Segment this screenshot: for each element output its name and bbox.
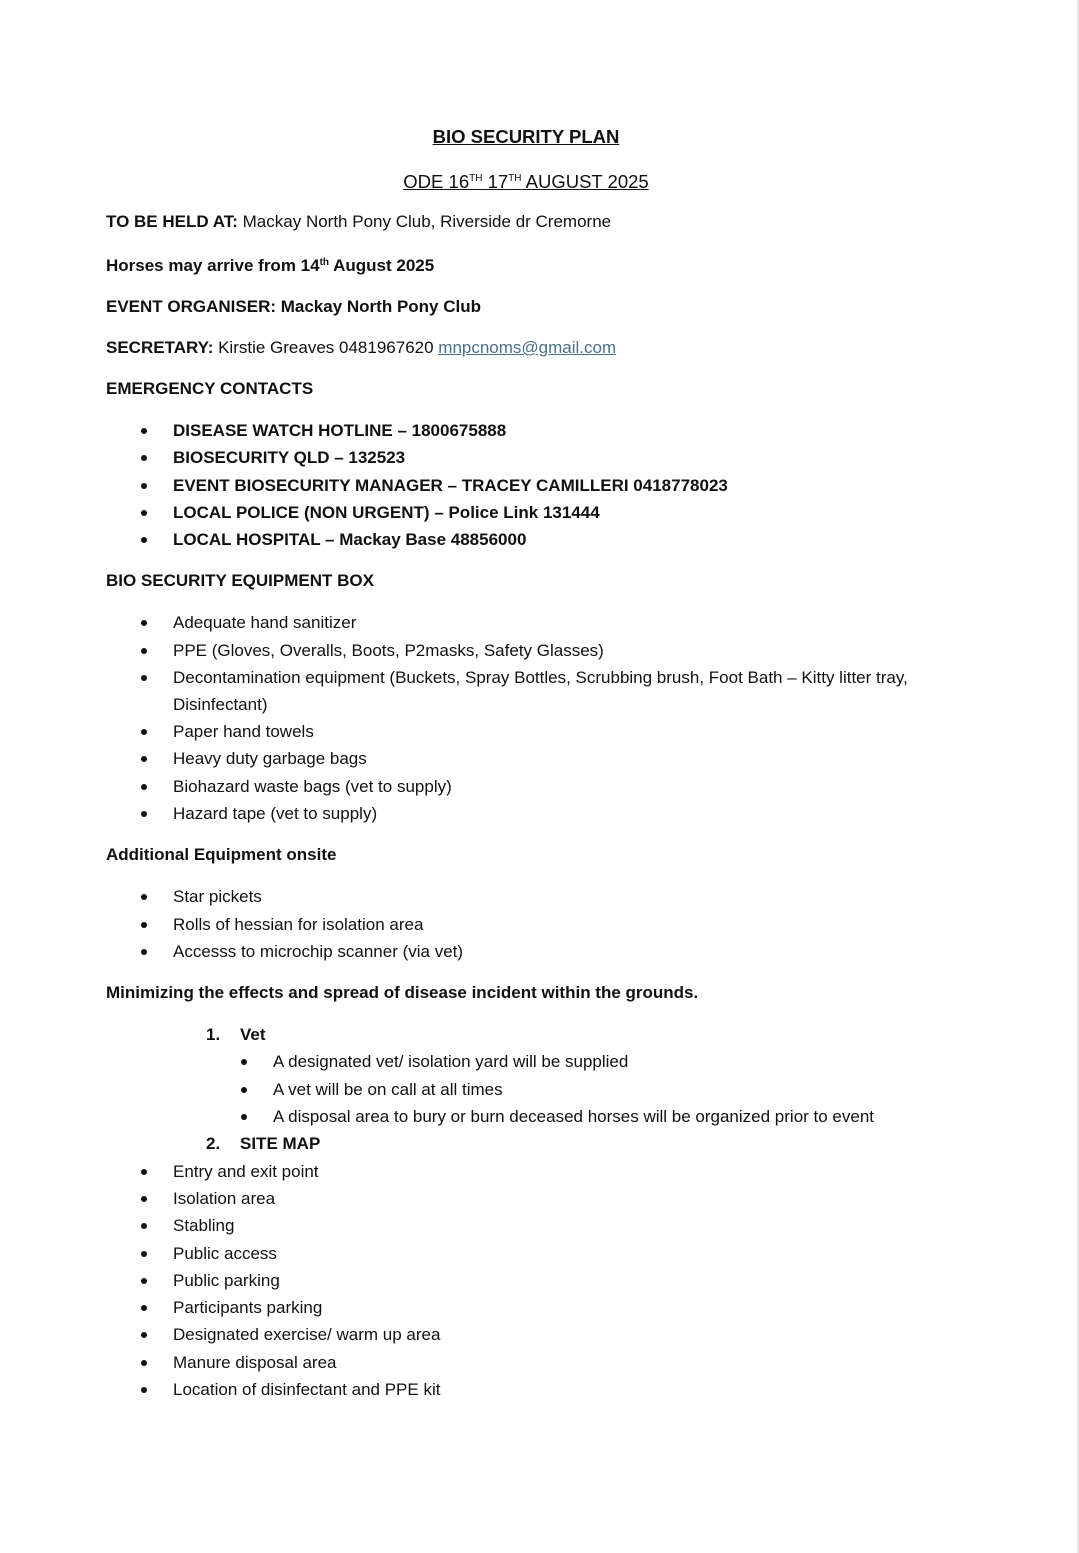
list-item: Stabling [106, 1212, 966, 1239]
list-item: Public access [106, 1240, 966, 1267]
list-item: Biohazard waste bags (vet to supply) [106, 773, 966, 800]
equipment-box-heading: BIO SECURITY EQUIPMENT BOX [106, 571, 374, 591]
additional-equipment-list [106, 883, 966, 965]
list-item: EVENT BIOSECURITY MANAGER – TRACEY CAMILLERI 0418778023 [106, 472, 966, 499]
additional-heading: Additional Equipment onsite [106, 845, 337, 865]
list-item: Rolls of hessian for isolation area [106, 911, 966, 938]
list-item: Manure disposal area [106, 1349, 966, 1376]
list-item: LOCAL POLICE (NON URGENT) – Police Link 131444 [106, 499, 966, 526]
held-at-label: TO BE HELD AT: [106, 212, 238, 231]
section-site-map [106, 1130, 966, 1157]
section-vet [106, 1021, 966, 1130]
held-at-line [106, 210, 966, 234]
list-item: A vet will be on call at all times [106, 1076, 966, 1103]
list-item: A designated vet/ isolation yard will be supplied [106, 1048, 966, 1075]
arrival-pre: Horses may arrive from 14 [106, 256, 320, 275]
list-item: BIOSECURITY QLD – 132523 [106, 444, 966, 471]
list-item: LOCAL HOSPITAL – Mackay Base 48856000 [106, 526, 966, 553]
list-item: PPE (Gloves, Overalls, Boots, P2masks, Safety Glasses) [106, 637, 966, 664]
list-item: Paper hand towels [106, 718, 966, 745]
section-title: Vet [240, 1025, 266, 1045]
equipment-box-list [106, 609, 966, 827]
arrival-sup: th [319, 257, 330, 268]
list-item: Heavy duty garbage bags [106, 745, 966, 772]
emergency-heading: EMERGENCY CONTACTS [106, 379, 314, 398]
dates-suffix: AUGUST 2025 [521, 171, 649, 192]
list-item: Public parking [106, 1267, 966, 1294]
document-body [106, 124, 966, 1403]
arrival-post: August 2025 [329, 256, 435, 275]
dates-sup-2: TH [508, 173, 522, 184]
secretary-line [106, 336, 966, 360]
list-item: Entry and exit point [106, 1158, 966, 1185]
list-item: Decontamination equipment (Buckets, Spray Bottles, Scrubbing brush, Foot Bath – Kitty litter tray, Disinfectant) [106, 664, 973, 718]
event-dates [106, 166, 946, 195]
dates-prefix: ODE 16 [403, 171, 470, 192]
list-item: Participants parking [106, 1294, 966, 1321]
secretary-email-link[interactable]: mnpcnoms@gmail.com [438, 338, 617, 357]
list-item: Adequate hand sanitizer [106, 609, 966, 636]
list-item: Location of disinfectant and PPE kit [106, 1376, 966, 1403]
list-item: Designated exercise/ warm up area [106, 1321, 966, 1348]
list-item: Accesss to microchip scanner (via vet) [106, 938, 966, 965]
minimizing-sections-list [106, 1021, 966, 1157]
secretary-label: SECRETARY: [106, 338, 214, 357]
held-at-value: Mackay North Pony Club, Riverside dr Cremorne [237, 212, 612, 231]
document-title: BIO SECURITY PLAN [432, 126, 620, 147]
section-number: 1. [206, 1025, 221, 1045]
organiser-line: EVENT ORGANISER: Mackay North Pony Club [106, 297, 481, 316]
vet-list [240, 1048, 966, 1130]
list-item: Star pickets [106, 883, 966, 910]
dates-sup-1: TH [469, 173, 483, 184]
list-item: DISEASE WATCH HOTLINE – 1800675888 [106, 417, 966, 444]
site-map-list [106, 1158, 966, 1404]
arrival-line [106, 251, 966, 278]
dates-mid: 17 [482, 171, 509, 192]
list-item: Isolation area [106, 1185, 966, 1212]
section-number: 2. [206, 1134, 221, 1154]
list-item: Hazard tape (vet to supply) [106, 800, 966, 827]
minimizing-heading: Minimizing the effects and spread of disease incident within the grounds. [106, 983, 699, 1003]
secretary-value: Kirstie Greaves 0481967620 [213, 338, 439, 357]
section-title: SITE MAP [240, 1134, 321, 1154]
list-item: A disposal area to bury or burn deceased horses will be organized prior to event [106, 1103, 966, 1130]
emergency-contacts-list [106, 417, 966, 553]
